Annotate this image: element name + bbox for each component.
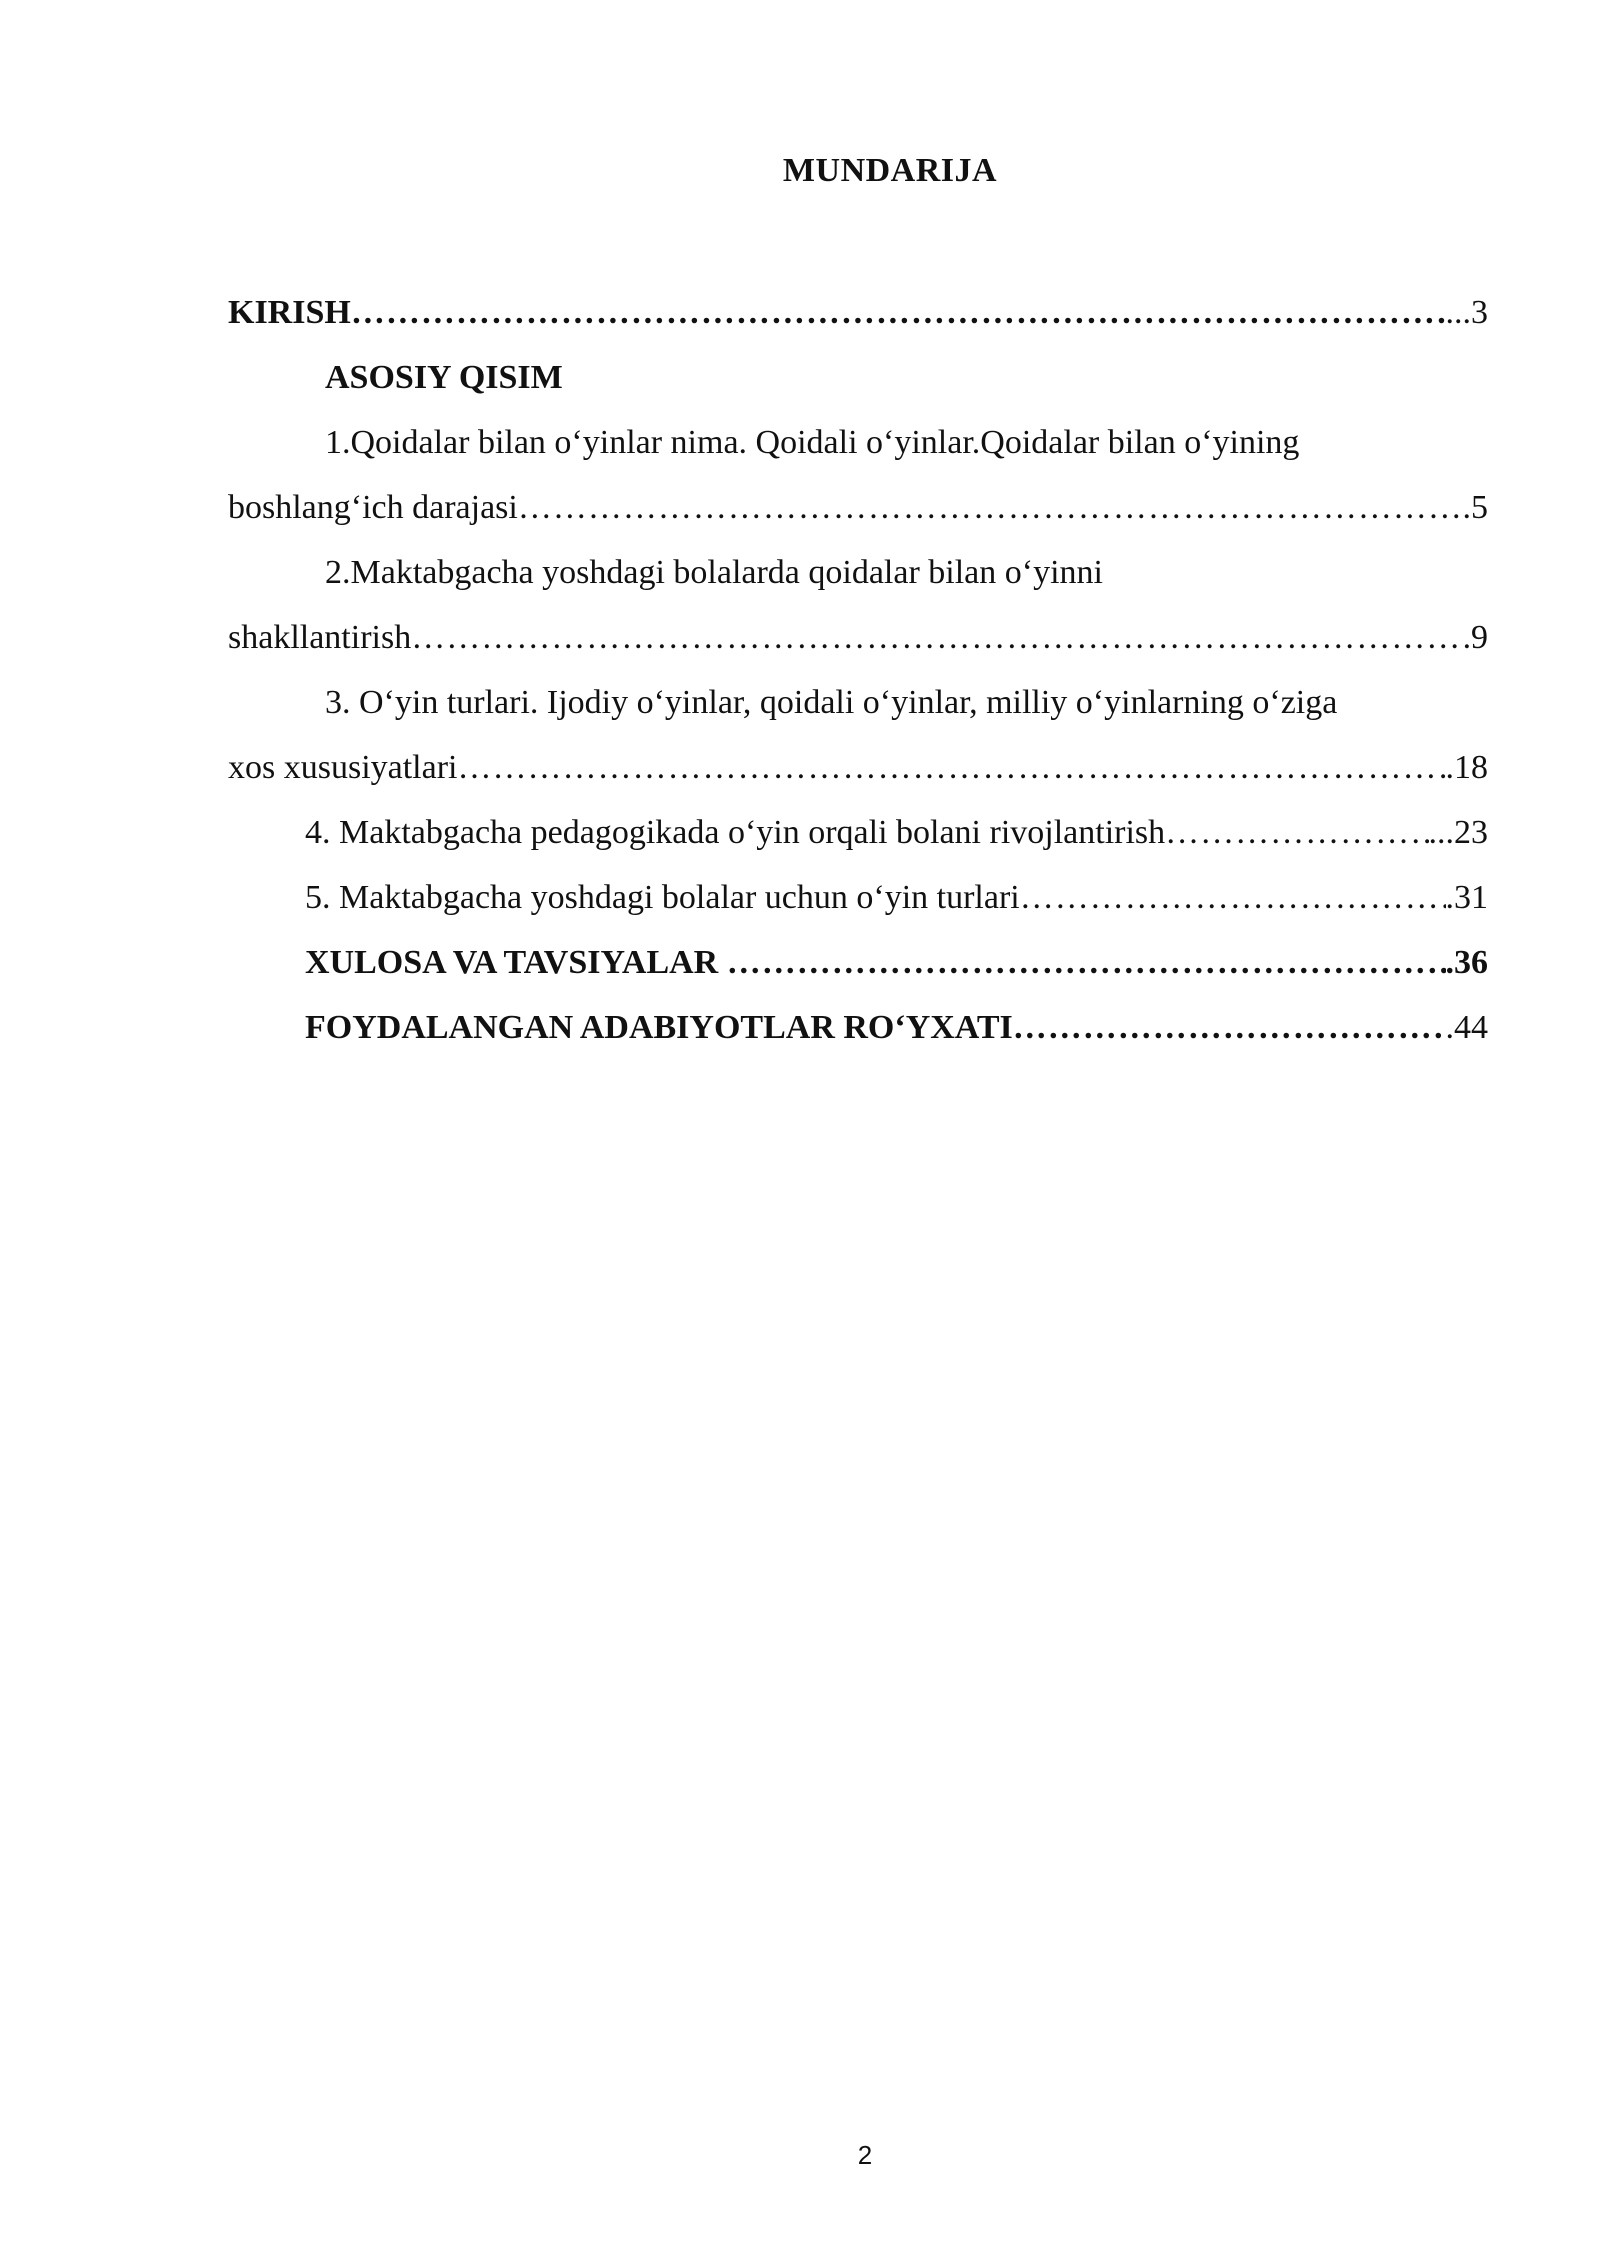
toc-entry-1-line2[interactable] bbox=[228, 475, 1488, 540]
toc-leader-dots bbox=[411, 605, 1471, 670]
toc-heading-asosiy bbox=[228, 345, 1488, 410]
toc-entry-1-line1[interactable]: 1.Qoidalar bilan o‘yinlar nima. Qoidali o‘yinlar.Qoidalar bilan o‘yining bbox=[325, 424, 1300, 461]
toc-entry-label: boshlang‘ich darajasi bbox=[228, 489, 518, 526]
toc-entry-kirish[interactable] bbox=[228, 280, 1488, 345]
toc-leader-dots bbox=[1020, 865, 1446, 930]
table-of-contents bbox=[228, 280, 1488, 1060]
toc-leader-dots bbox=[518, 475, 1463, 540]
toc-entry-2-line1[interactable]: 2.Maktabgacha yoshdagi bolalarda qoidalar bilan o‘yinni bbox=[325, 554, 1103, 591]
toc-leader-dots bbox=[1165, 800, 1428, 865]
toc-entry-label: xos xususiyatlari bbox=[228, 749, 458, 786]
toc-entry-page: .36 bbox=[1445, 944, 1488, 981]
toc-entry-label: KIRISH bbox=[228, 294, 351, 331]
toc-leader-dots bbox=[727, 930, 1446, 995]
toc-entry-page: ...23 bbox=[1428, 814, 1488, 851]
toc-heading-label: ASOSIY QISIM bbox=[325, 359, 563, 396]
toc-entry-page: .5 bbox=[1462, 489, 1488, 526]
toc-leader-dots bbox=[351, 280, 1446, 345]
toc-leader-dots bbox=[457, 735, 1445, 800]
toc-entry-3-line1[interactable]: 3. O‘yin turlari. Ijodiy o‘yinlar, qoidali o‘yinlar, milliy o‘yinlarning o‘ziga bbox=[325, 684, 1338, 721]
toc-entry-label: 4. Maktabgacha pedagogikada o‘yin orqali bolani rivojlantirish bbox=[305, 814, 1166, 851]
page-number: 2 bbox=[857, 2140, 873, 2170]
toc-entry-page: ...3 bbox=[1445, 294, 1488, 331]
toc-entry-5[interactable] bbox=[228, 865, 1488, 930]
toc-entry-label: 5. Maktabgacha yoshdagi bolalar uchun o‘yin turlari bbox=[305, 879, 1020, 916]
toc-entry-page: 9 bbox=[1471, 619, 1488, 656]
toc-entry-label: FOYDALANGAN ADABIYOTLAR RO‘YXATI bbox=[305, 1009, 1013, 1046]
toc-entry-label: XULOSA VA TAVSIYALAR bbox=[305, 944, 727, 981]
toc-entry-adabiyotlar[interactable] bbox=[228, 995, 1488, 1060]
page-title: MUNDARIJA bbox=[782, 152, 998, 189]
toc-leader-dots bbox=[1013, 995, 1446, 1060]
toc-entry-label: shakllantirish bbox=[228, 619, 412, 656]
toc-entry-page: .18 bbox=[1445, 749, 1488, 786]
toc-entry-2-line2[interactable] bbox=[228, 605, 1488, 670]
toc-entry-page: .31 bbox=[1445, 879, 1488, 916]
toc-entry-xulosa[interactable] bbox=[228, 930, 1488, 995]
toc-entry-page: .44 bbox=[1445, 1009, 1488, 1046]
toc-entry-4[interactable] bbox=[228, 800, 1488, 865]
toc-entry-3-line2[interactable] bbox=[228, 735, 1488, 800]
